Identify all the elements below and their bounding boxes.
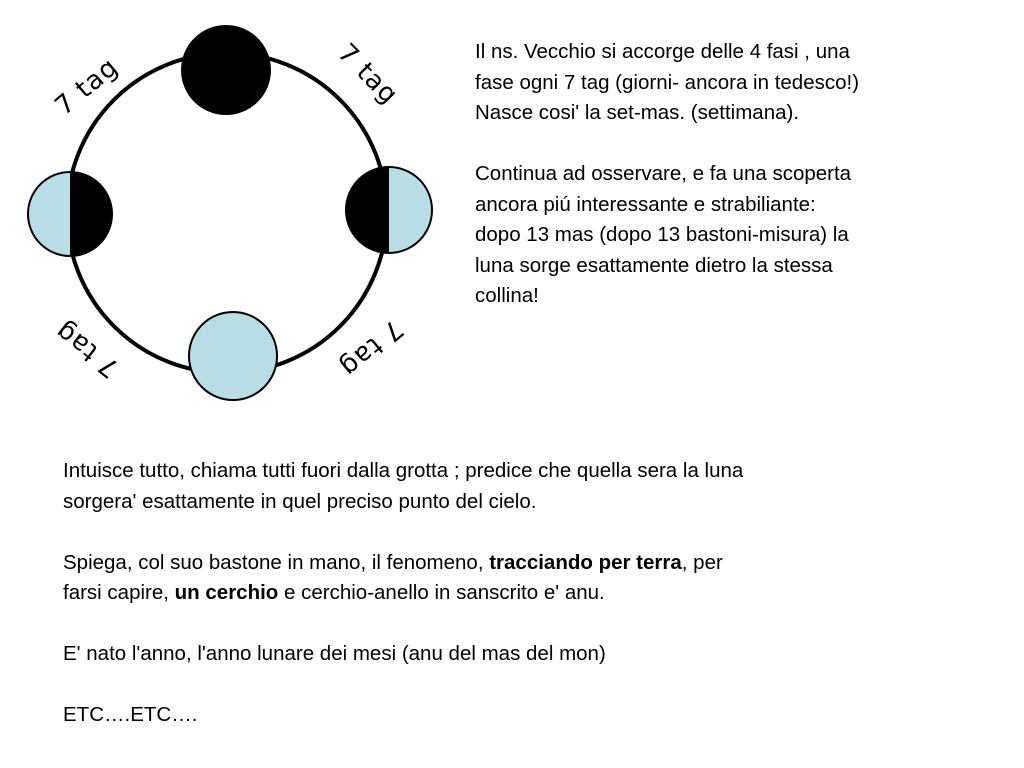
paragraph-anno [63,639,963,670]
label-top-right: 7 tag [331,38,404,111]
text-line: fase ogni 7 tag (giorni- ancora in tedesco!) [475,70,860,94]
text-line: Intuisce tutto, chiama tutti fuori dalla grotta ; predice che quella sera la luna [63,459,744,482]
explanation-right [475,37,995,312]
explanation-bottom [63,456,963,731]
text-line: sorgera' esattamente in quel preciso punto del cielo. [63,489,537,513]
text-line: collina! [475,284,539,307]
text-line: Continua ad osservare, e fa una scoperta [475,162,852,185]
bold-tracciando: tracciando per terra [489,550,682,574]
label-bottom-left: 7 tag [49,315,125,384]
label-bottom-right: 7 tag [333,313,409,383]
paragraph-etc [63,700,963,731]
text-line: E' nato l'anno, l'anno lunare dei mesi (anu del mas del mon) [63,642,606,665]
right-quarter-moon [346,167,432,253]
text-segment: e cerchio-anello in sanscrito e' anu. [278,581,605,604]
text-segment: farsi capire, [63,581,175,604]
bold-cerchio: un cerchio [174,581,279,604]
moon-phases-diagram [0,0,470,430]
left-quarter-moon [28,172,112,256]
text-line: luna sorge esattamente dietro la stessa [475,253,833,277]
paragraph-phases [475,37,995,129]
text-line: ancora piú interessante e strabiliante: [475,192,816,216]
label-top-left: 7 tag [49,52,125,122]
new-moon [182,26,270,114]
text-line [63,548,963,579]
paragraph-discovery [475,159,995,312]
text-segment: Spiega, col suo bastone in mano, il fenomeno, [63,550,490,574]
paragraph-circle [63,548,963,609]
text-line: ETC….ETC…. [63,703,198,726]
text-segment: , per [681,550,723,574]
full-moon [189,312,277,400]
paragraph-prediction [63,456,963,517]
text-line: Nasce cosi' la set-mas. (settimana). [475,101,800,124]
text-line: dopo 13 mas (dopo 13 bastoni-misura) la [475,223,849,246]
text-line: Il ns. Vecchio si accorge delle 4 fasi , una [475,40,850,63]
text-line [63,578,963,609]
